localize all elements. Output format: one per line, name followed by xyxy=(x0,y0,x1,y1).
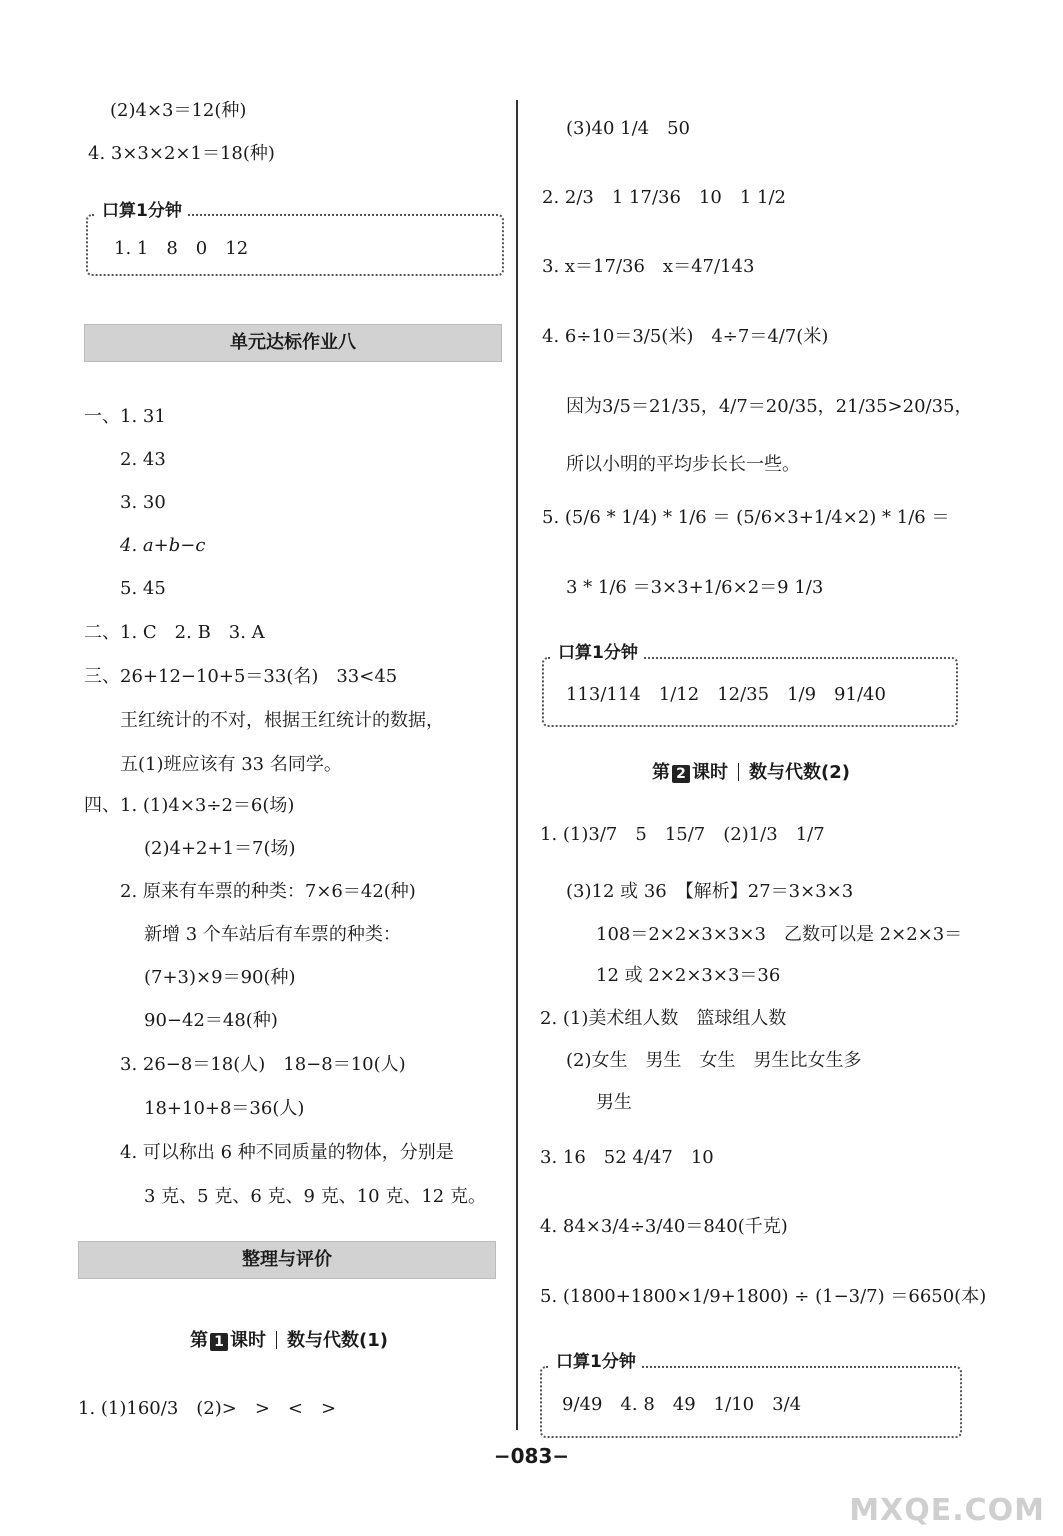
lesson-2-separator xyxy=(738,763,739,781)
right-line-9: 1. (1)3/7 5 15/7 (2)1/3 1/7 xyxy=(540,824,825,845)
left-line-3: 一、1. 31 xyxy=(84,406,166,427)
lesson-1-separator xyxy=(276,1331,277,1349)
left-line-13: (2)4+2+1＝7(场) xyxy=(144,838,296,859)
lesson-2-prefix: 第 xyxy=(652,762,670,783)
right-line-11: 108＝2×2×3×3×3 乙数可以是 2×2×3＝ xyxy=(596,924,963,945)
oral-math-box-3-title: 口算1分钟 xyxy=(550,1347,642,1372)
lesson-2-number-badge: 2 xyxy=(672,765,690,783)
left-line-8: 二、1. C 2. B 3. A xyxy=(84,622,265,643)
watermark-text: MXQE.COM xyxy=(849,1493,1045,1528)
page-number: −083− xyxy=(493,1444,570,1468)
left-line-21: 3 克、5 克、6 克、9 克、10 克、12 克。 xyxy=(144,1186,486,1207)
right-line-14: (2)女生 男生 女生 男生比女生多 xyxy=(566,1050,862,1071)
right-line-2: 2. 2/3 1 17/36 10 1 1/2 xyxy=(542,187,786,208)
left-line-1: (2)4×3＝12(种) xyxy=(110,100,247,121)
left-line-6: 4. a+b−c xyxy=(120,535,206,556)
right-line-12: 12 或 2×2×3×3＝36 xyxy=(596,965,781,986)
left-line-10: 王红统计的不对，根据王红统计的数据， xyxy=(120,710,444,731)
section-banner-unit-8: 单元达标作业八 xyxy=(84,324,502,362)
right-line-1: (3)40 1/4 50 xyxy=(566,118,690,139)
right-line-16: 3. 16 52 4/47 10 xyxy=(540,1147,714,1168)
oral-math-box-2-title: 口算1分钟 xyxy=(552,638,644,663)
lesson-1-suffix: 课时 xyxy=(230,1330,266,1351)
left-line-16: (7+3)×9＝90(种) xyxy=(144,967,296,988)
left-line-11: 五(1)班应该有 33 名同学。 xyxy=(120,754,342,775)
oral-math-box-1-content: 1. 1 8 0 12 xyxy=(114,238,249,259)
oral-math-box-3-content: 9/49 4. 8 49 1/10 3/4 xyxy=(562,1394,802,1415)
left-line-22: 1. (1)160/3 (2)> > < > xyxy=(78,1398,337,1419)
section-banner-review: 整理与评价 xyxy=(78,1241,496,1279)
right-line-8: 3 * 1/6 ＝3×3+1/6×2＝9 1/3 xyxy=(566,577,824,598)
left-line-18: 3. 26−8＝18(人) 18−8＝10(人) xyxy=(120,1054,406,1075)
left-line-12: 四、1. (1)4×3÷2＝6(场) xyxy=(84,795,295,816)
left-line-15: 新增 3 个车站后有车票的种类： xyxy=(144,924,401,945)
right-line-17: 4. 84×3/4÷3/40＝840(千克) xyxy=(540,1216,788,1237)
left-line-4: 2. 43 xyxy=(120,449,166,470)
lesson-header-2 xyxy=(652,758,850,784)
left-line-14: 2. 原来有车票的种类：7×6＝42(种) xyxy=(120,881,416,902)
lesson-1-prefix: 第 xyxy=(190,1330,208,1351)
left-line-5: 3. 30 xyxy=(120,492,166,513)
lesson-header-1 xyxy=(190,1326,388,1352)
right-line-7: 5. (5/6 * 1/4) * 1/6 ＝ (5/6×3+1/4×2) * 1/6 ＝ xyxy=(542,507,950,528)
watermark-logo xyxy=(849,1448,1045,1528)
right-line-15: 男生 xyxy=(596,1092,632,1113)
right-line-5: 因为3/5＝21/35，4/7＝20/35，21/35>20/35， xyxy=(566,396,973,417)
left-line-9: 三、26+12−10+5＝33(名) 33<45 xyxy=(84,666,398,687)
right-line-18: 5. (1800+1800×1/9+1800) ÷ (1−3/7) ＝6650(本) xyxy=(540,1286,987,1307)
right-line-6: 所以小明的平均步长长一些。 xyxy=(566,454,800,475)
right-line-3: 3. x＝17/36 x＝47/143 xyxy=(542,256,755,277)
lesson-1-number-badge: 1 xyxy=(210,1333,228,1351)
oral-math-box-1-title: 口算1分钟 xyxy=(96,196,188,221)
right-line-4: 4. 6÷10＝3/5(米) 4÷7＝4/7(米) xyxy=(542,326,829,347)
right-line-10: (3)12 或 36 【解析】27＝3×3×3 xyxy=(566,881,854,902)
right-line-13: 2. (1)美术组人数 篮球组人数 xyxy=(540,1008,787,1029)
oral-math-box-2-content: 113/114 1/12 12/35 1/9 91/40 xyxy=(566,684,886,705)
column-divider xyxy=(516,100,518,1430)
lesson-1-topic: 数与代数(1) xyxy=(287,1330,388,1351)
left-line-20: 4. 可以称出 6 种不同质量的物体，分别是 xyxy=(120,1142,454,1163)
lesson-2-suffix: 课时 xyxy=(692,762,728,783)
left-line-17: 90−42＝48(种) xyxy=(144,1010,278,1031)
left-line-2: 4. 3×3×2×1＝18(种) xyxy=(88,143,275,164)
left-line-7: 5. 45 xyxy=(120,578,166,599)
left-line-19: 18+10+8＝36(人) xyxy=(144,1098,305,1119)
lesson-2-topic: 数与代数(2) xyxy=(749,762,850,783)
